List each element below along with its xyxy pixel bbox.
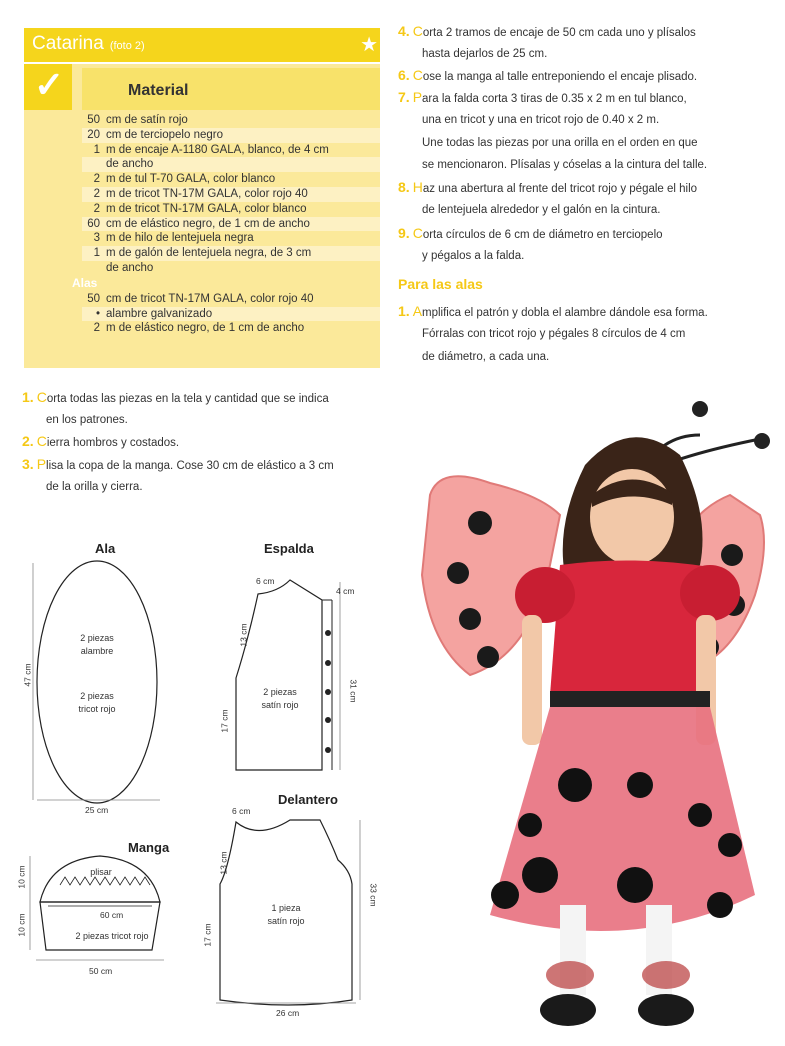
material-text: de ancho (106, 262, 154, 274)
espalda-d3: 13 cm (238, 623, 249, 647)
manga-h1: 10 cm (16, 865, 27, 889)
step-lead: C (412, 67, 423, 83)
step-text: az una abertura al frente del tricot rojo y pégale el hilo (422, 183, 698, 195)
step-text: mplifica el patrón y dobla el alambre dándole esa forma. (422, 307, 708, 319)
ala-note: 2 piezas tricot rojo (78, 691, 116, 714)
material-qty: 1 (93, 247, 100, 260)
step-text: ose la manga al talle entreponiendo el encaje plisado. (422, 71, 698, 83)
espalda-note: 2 piezas satín rojo (261, 687, 299, 710)
manga-cap (40, 856, 160, 902)
delantero-d4: 17 cm (202, 923, 213, 947)
button-icon (325, 660, 331, 666)
step-text: orta todas las piezas en la tela y cantidad que se indica (46, 393, 329, 405)
step-n: 7. (398, 89, 410, 105)
step-continuation: una en tricot y una en tricot rojo de 0.40 x 2 m. (422, 114, 660, 126)
step-lead: C (36, 433, 47, 449)
step-n: 4. (398, 23, 410, 39)
delantero-d3: 33 cm (368, 883, 379, 907)
step-lead: C (412, 225, 423, 241)
step-n: 1. (22, 389, 34, 405)
material-qty: 2 (93, 173, 100, 186)
manga-h2: 10 cm (16, 913, 27, 937)
step-text: lisa la copa de la manga. Cose 30 cm de elástico a 3 cm (46, 460, 334, 472)
material-text: m de elástico negro, de 1 cm de ancho (106, 322, 305, 335)
step-lead: C (412, 23, 423, 39)
button-icon (325, 630, 331, 636)
material-text: m de tricot TN-17M GALA, color rojo 40 (106, 188, 308, 200)
manga-mid: 60 cm (100, 910, 124, 920)
star-icon: ★ (360, 34, 378, 56)
button-icon (325, 717, 331, 723)
material-text: cm de tricot TN-17M GALA, color rojo 40 (106, 292, 314, 305)
material-text: m de tricot TN-17M GALA, color blanco (106, 202, 307, 215)
step-continuation: y pégalos a la falda. (422, 250, 525, 262)
espalda-outline (236, 580, 322, 770)
step-text: orta 2 tramos de encaje de 50 cm cada uno y plísalos (422, 27, 696, 39)
ala-outline (37, 561, 157, 803)
step-n: 8. (398, 179, 410, 195)
step-text: orta círculos de 6 cm de diámetro en terciopelo (422, 229, 663, 241)
material-qty: 3 (93, 232, 100, 245)
delantero-width: 26 cm (276, 1008, 300, 1018)
material-text: cm de satín rojo (106, 114, 188, 126)
material-text: cm de terciopelo negro (106, 128, 223, 141)
material-qty: 2 (93, 322, 100, 335)
button-icon (325, 689, 331, 695)
ala-label: Ala (95, 541, 116, 556)
step-lead: P (36, 456, 47, 472)
delantero-d2: 13 cm (218, 851, 229, 875)
step-continuation: de diámetro, a cada una. (422, 351, 550, 363)
espalda-label: Espalda (264, 541, 314, 556)
material-text: de ancho (106, 158, 154, 171)
material-text: m de tul T-70 GALA, color blanco (106, 173, 276, 186)
step-text: ierra hombros y costados. (46, 437, 180, 449)
delantero-d1: 6 cm (232, 806, 251, 816)
step-continuation: de lentejuela alrededor y el galón en la cintura. (422, 204, 661, 216)
material-qty: • (95, 307, 100, 320)
material-text: m de encaje A-1180 GALA, blanco, de 4 cm (106, 143, 329, 156)
left-sleeve (515, 567, 575, 623)
material-text: m de galón de lentejuela negra, de 3 cm (106, 247, 312, 260)
manga-width: 50 cm (89, 966, 113, 976)
checkmark-icon: ✓ (34, 64, 65, 105)
espalda-d2: 4 cm (336, 586, 355, 596)
manga-note: 2 piezas tricot rojo (75, 931, 149, 941)
delantero-note: 1 pieza satín rojo (267, 903, 305, 926)
step-lead: C (36, 389, 47, 405)
ala-note: 2 piezas alambre (80, 633, 114, 656)
button-icon (325, 747, 331, 753)
step-n: 3. (22, 456, 34, 472)
espalda-d5: 17 cm (219, 709, 230, 733)
alas-heading: Para las alas (398, 276, 483, 292)
material-qty: 2 (93, 202, 100, 215)
step-text: ara la falda corta 3 tiras de 0.35 x 2 m en tul blanco, (422, 93, 687, 105)
sequin-belt (550, 691, 710, 707)
right-sleeve (680, 565, 740, 621)
step-continuation: hasta dejarlos de 25 cm. (422, 48, 548, 60)
material-title: Material (128, 82, 189, 99)
manga-plisar: plisar (90, 867, 112, 877)
step-continuation: Une todas las piezas por una orilla en el orden en que (422, 136, 698, 149)
step-continuation: se mencionaron. Plísalas y cóselas a la cintura del talle. (422, 159, 708, 171)
alas-label: Alas (72, 275, 98, 290)
delantero-label: Delantero (278, 792, 338, 807)
step-n: 9. (398, 225, 410, 241)
manga-label: Manga (128, 840, 170, 855)
material-qty: 20 (87, 128, 100, 141)
step-continuation: Fórralas con tricot rojo y pégales 8 círculos de 4 cm (422, 328, 686, 340)
step-lead: H (412, 179, 423, 195)
ala-width: 25 cm (85, 805, 109, 815)
material-qty: 1 (93, 143, 100, 156)
material-qty: 50 (87, 114, 100, 126)
material-text: m de hilo de lentejuela negra (106, 232, 254, 245)
material-qty: 60 (87, 217, 100, 230)
step-lead: P (412, 89, 423, 105)
page-title: Catarina (foto 2) (32, 33, 145, 54)
espalda-d1: 6 cm (256, 576, 275, 586)
material-text: cm de elástico negro, de 1 cm de ancho (106, 217, 310, 230)
ala-height: 47 cm (22, 663, 33, 687)
espalda-d4: 31 cm (348, 679, 359, 703)
ladybug-costume-photo (410, 395, 780, 1035)
material-text: alambre galvanizado (106, 307, 213, 320)
step-continuation: en los patrones. (46, 414, 128, 426)
material-qty: 50 (87, 292, 100, 305)
step-continuation: de la orilla y cierra. (46, 481, 143, 493)
step-n: 2. (22, 433, 34, 449)
step-n: 1. (398, 303, 410, 319)
step-n: 6. (398, 67, 410, 83)
step-lead: A (412, 303, 423, 319)
material-qty: 2 (93, 188, 100, 200)
